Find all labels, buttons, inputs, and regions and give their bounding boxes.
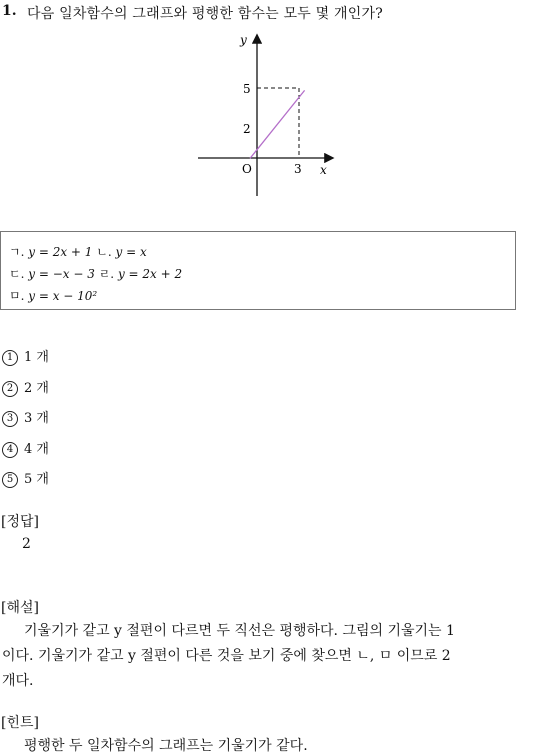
- option-number: 1: [2, 350, 18, 366]
- question-text: 다음 일차함수의 그래프와 평행한 함수는 모두 몇 개인가?: [27, 6, 383, 22]
- explanation-line: 이다. 기울기가 같고 y 절편이 다른 것을 보기 중에 찾으면 ㄴ, ㅁ 이므로 2: [2, 648, 451, 664]
- option-text: 5 개: [24, 472, 49, 487]
- origin-label: O: [242, 162, 252, 176]
- option-4[interactable]: [2, 438, 49, 458]
- option-number: 2: [2, 381, 18, 397]
- explanation-body: [2, 619, 532, 694]
- answer-title: [정답]: [1, 514, 39, 530]
- answer-value: 2: [22, 536, 31, 552]
- option-text: 1 개: [24, 350, 49, 365]
- choice-expression: y = 2x + 2: [117, 267, 183, 281]
- hint-title: [힌트]: [1, 715, 39, 731]
- choice-marker: ㄱ.: [9, 245, 25, 259]
- option-text: 4 개: [24, 442, 49, 457]
- explanation-line: 개다.: [2, 673, 34, 689]
- option-5[interactable]: [2, 468, 49, 488]
- option-number: 4: [2, 442, 18, 458]
- option-2[interactable]: [2, 377, 49, 397]
- choice-marker: ㅁ.: [9, 289, 25, 303]
- choice-expression: y = −x − 3: [28, 267, 95, 281]
- choice-row-3: [9, 287, 97, 304]
- function-line: [250, 90, 305, 158]
- option-number: 3: [2, 411, 18, 427]
- choices-box: [0, 231, 516, 310]
- choice-expression: y = 2x + 1: [28, 245, 93, 259]
- option-1[interactable]: [2, 346, 49, 366]
- function-graph: [0, 0, 534, 220]
- question-number: 1.: [2, 3, 17, 19]
- option-number: 5: [2, 472, 18, 488]
- choice-expression: y = x − 10²: [28, 289, 98, 303]
- tick-label-y-5: 5: [243, 82, 251, 96]
- x-axis-label: x: [320, 163, 327, 177]
- choice-row-2: [9, 265, 182, 282]
- choice-row-1: [9, 243, 147, 260]
- y-axis-label: y: [240, 33, 247, 47]
- tick-label-x-3: 3: [294, 162, 302, 176]
- option-text: 2 개: [24, 381, 49, 396]
- explanation-line: 기울기가 같고 y 절편이 다르면 두 직선은 평행하다. 그림의 기울기는 1: [24, 623, 455, 639]
- tick-label-y-2: 2: [243, 122, 251, 136]
- choice-marker: ㄹ.: [98, 267, 115, 281]
- hint-text: 평행한 두 일차함수의 그래프는 기울기가 같다.: [24, 738, 308, 754]
- choice-marker: ㄷ.: [9, 267, 25, 281]
- choice-marker: ㄴ.: [96, 245, 112, 259]
- option-3[interactable]: [2, 407, 49, 427]
- choice-expression: y = x: [115, 245, 147, 259]
- explanation-title: [해설]: [1, 600, 39, 616]
- option-text: 3 개: [24, 411, 49, 426]
